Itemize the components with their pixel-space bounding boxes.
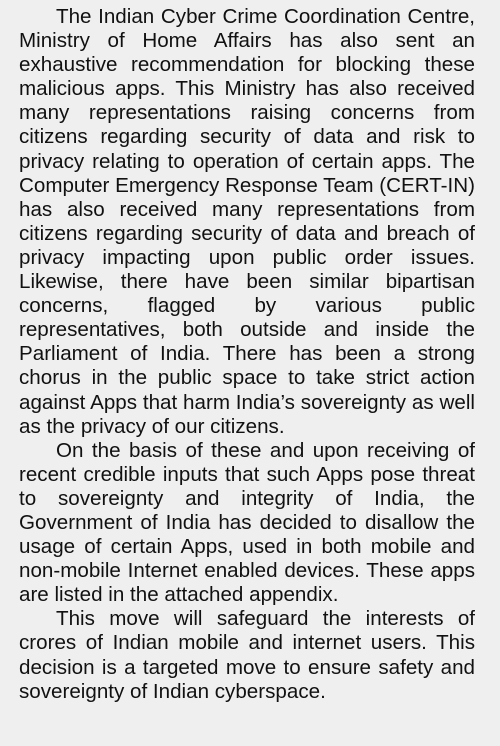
document-body: [19, 5, 475, 704]
paragraph-cyber-crime-recommendations: The Indian Cyber Crime Coordination Centre, Ministry of Home Affairs has also sent an exhaustive recommendation for blocking these malicious apps. This Ministry has also received many representations raising concerns from citizens regarding security of data and risk to privacy relating to operation of certain apps. The Computer Emergency Response Team (CERT-IN) has also received many representations from citizens regarding security of data and breach of privacy impacting upon public order issues. Likewise, there have been similar bipartisan concerns, flagged by various public representatives, both outside and inside the Parliament of India. There has been a strong chorus in the public space to take strict action against Apps that harm India’s sovereignty as well as the privacy of our citizens.: [19, 5, 475, 438]
paragraph-safeguard-users: This move will safeguard the interests of crores of Indian mobile and internet users. This decision is a targeted move to ensure safety and sovereignty of Indian cyberspace.: [19, 607, 475, 703]
paragraph-government-decision: On the basis of these and upon receiving of recent credible inputs that such Apps pose threat to sovereignty and integrity of India, the Government of India has decided to disallow the usage of certain Apps, used in both mobile and non-mobile Internet enabled devices. These apps are listed in the attached appendix.: [19, 438, 475, 607]
